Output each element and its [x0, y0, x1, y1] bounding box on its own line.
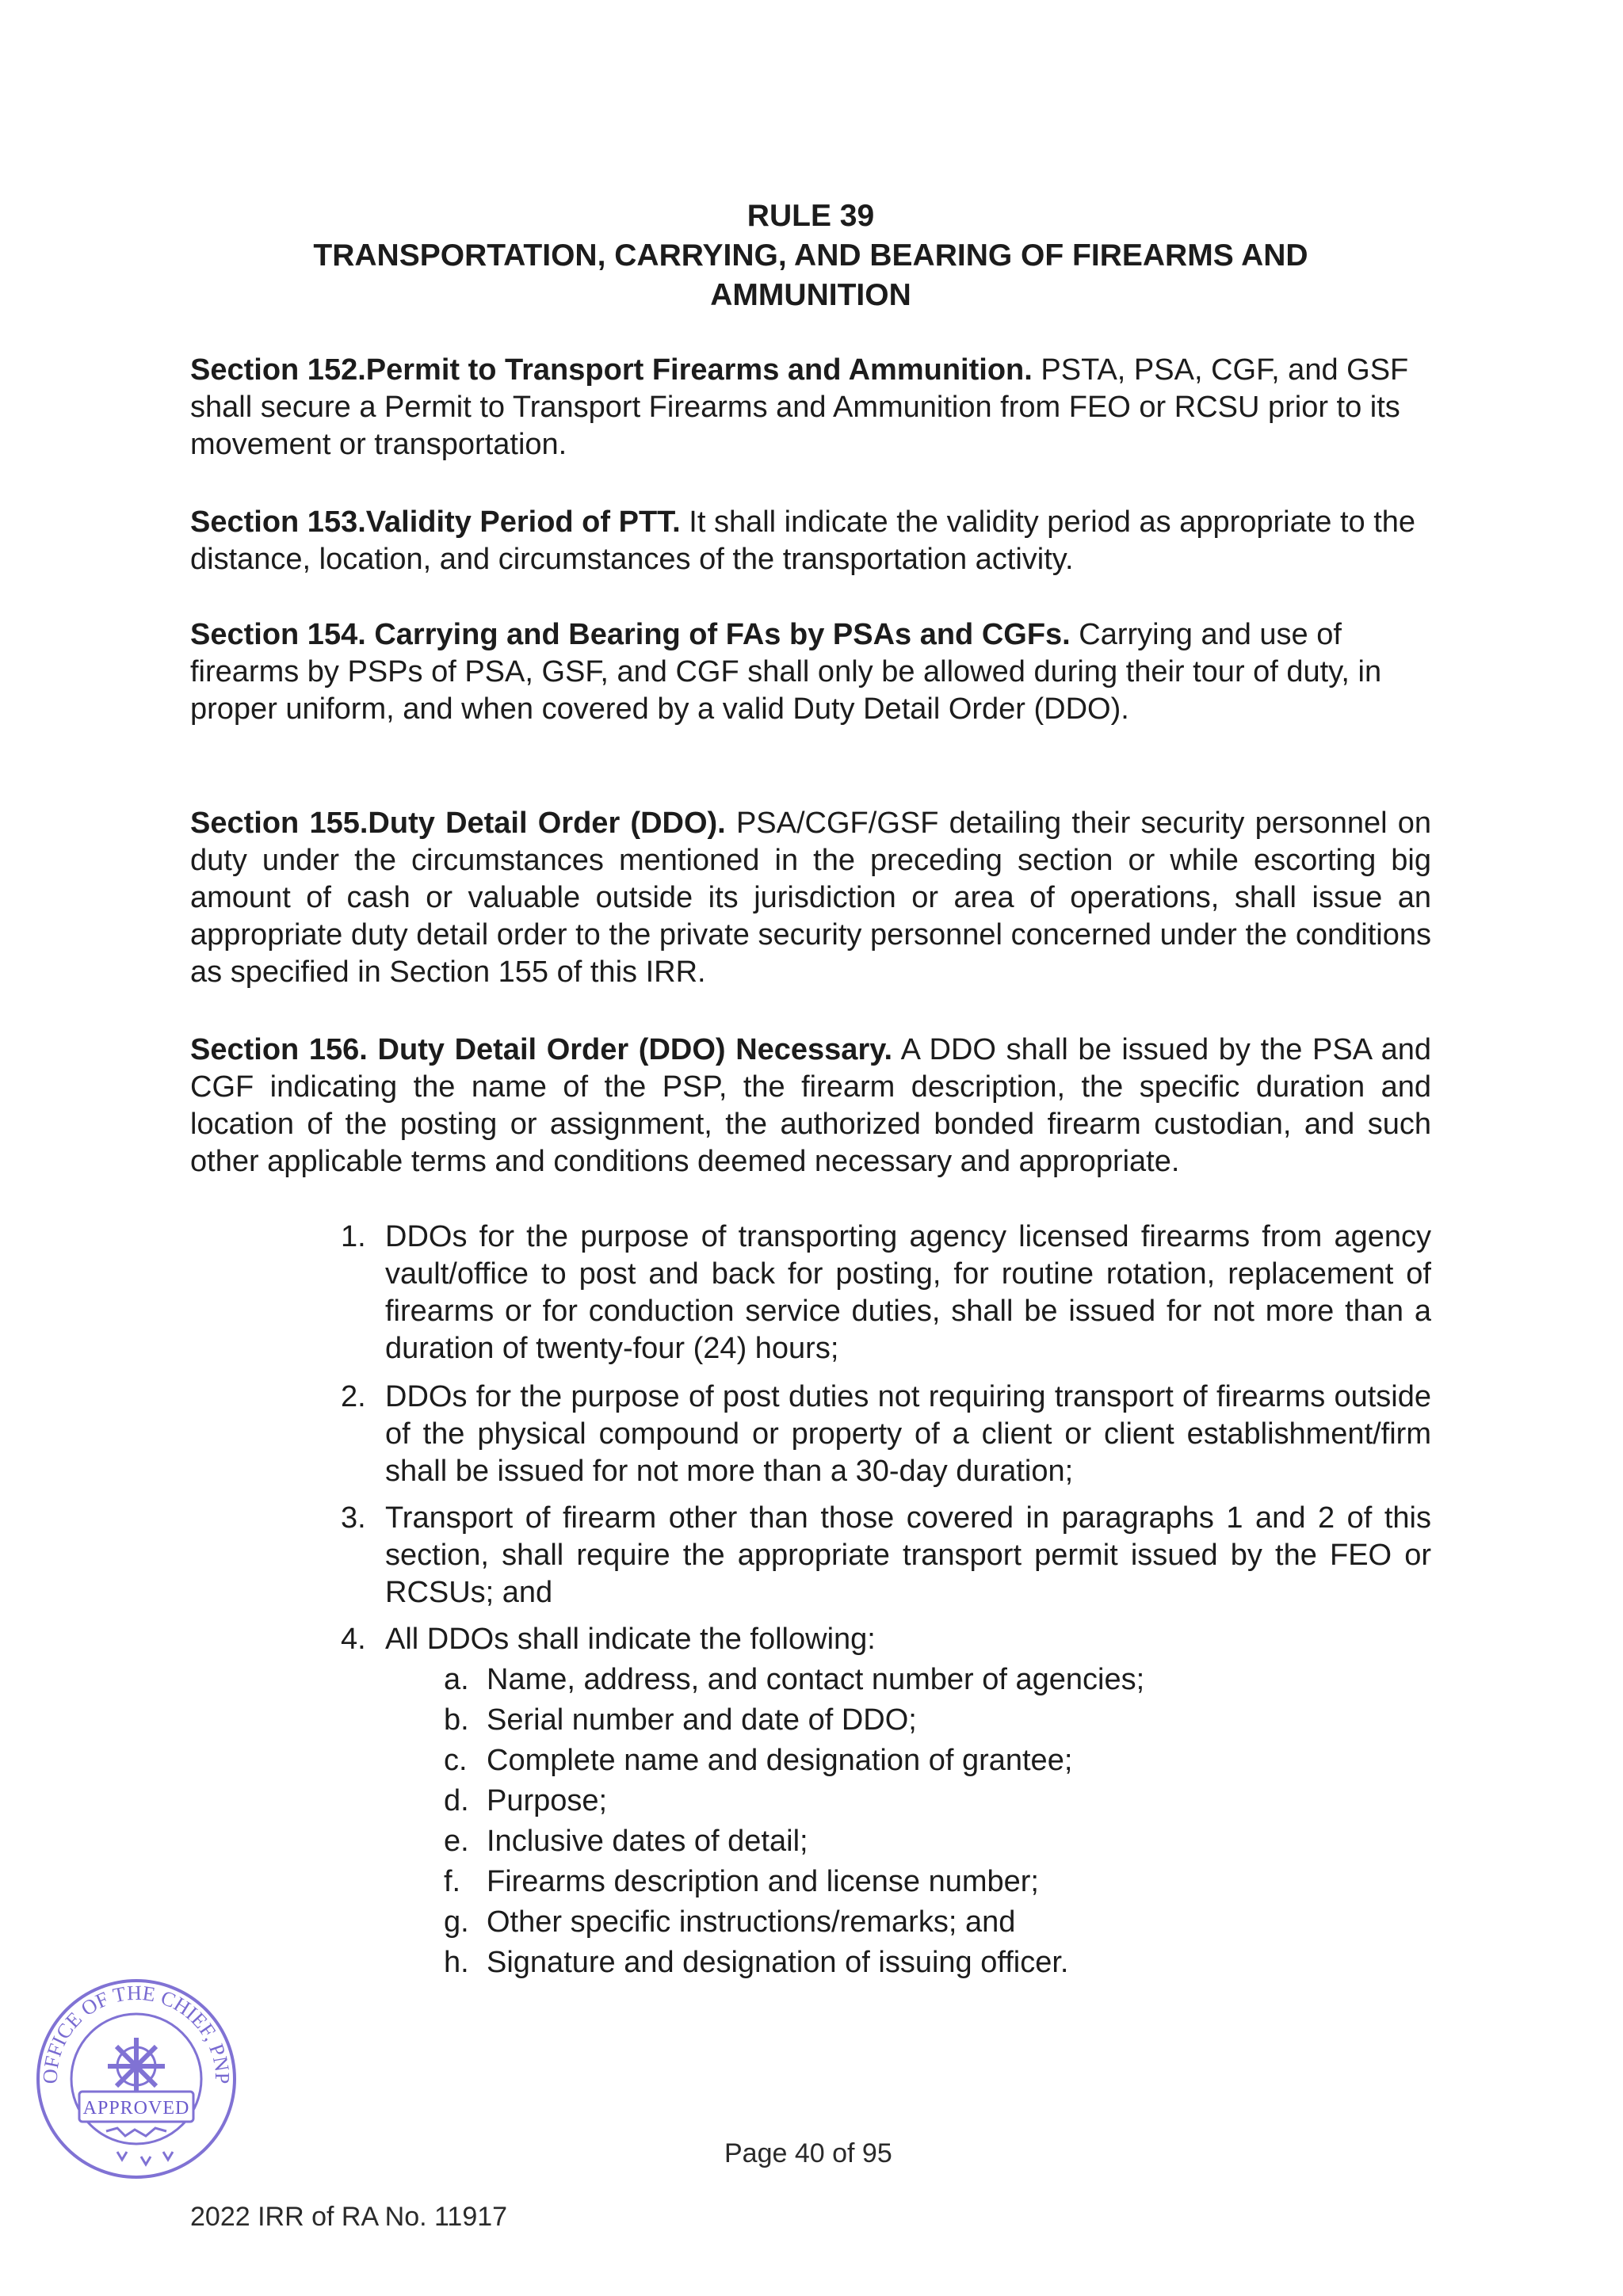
section-154-body: Carrying and use of firearms by PSPs of PSA, GSF, and CGF shall only be allowed during their tour of duty, in proper uniform, and when covered by a valid Duty Detail Order (DDO).: [190, 618, 1382, 726]
section-153-label: Section 153.: [190, 505, 366, 539]
list-item-2: [341, 1379, 1431, 1490]
list-item-3-text: Transport of firearm other than those covered in paragraphs 1 and 2 of this section, shall require the appropriate transport permit issued by the FEO or RCSUs; and: [385, 1501, 1431, 1609]
sub-item-c-text: Complete name and designation of grantee;: [487, 1744, 1073, 1777]
sub-item-b-letter: b.: [444, 1703, 469, 1737]
sub-item-g: [444, 1904, 1395, 1941]
sub-item-b-text: Serial number and date of DDO;: [487, 1703, 917, 1737]
section-154-label: Section 154.: [190, 618, 366, 651]
document-reference: 2022 IRR of RA No. 11917: [190, 2202, 508, 2232]
sub-item-f: [444, 1863, 1395, 1901]
sub-item-h-letter: h.: [444, 1946, 469, 1979]
seal-approved-text: APPROVED: [82, 2098, 190, 2119]
section-155: [190, 805, 1431, 991]
section-153-body: It shall indicate the validity period as appropriate to the distance, location, and circumstances of the transportation activity.: [190, 505, 1416, 576]
section-152-title: Permit to Transport Firearms and Ammunition.: [365, 353, 1033, 387]
section-156-label: Section 156.: [190, 1033, 368, 1066]
rule-heading: [190, 196, 1431, 315]
sub-item-e-text: Inclusive dates of detail;: [487, 1825, 808, 1858]
section-155-title: Duty Detail Order (DDO).: [368, 807, 726, 840]
list-item-4-text: All DDOs shall indicate the following:: [385, 1623, 876, 1656]
section-152-body: PSTA, PSA, CGF, and GSF shall secure a Permit to Transport Firearms and Ammunition from FEO or RCSU prior to its movement or transportation.: [190, 353, 1409, 461]
sub-item-h-text: Signature and designation of issuing officer.: [487, 1946, 1069, 1979]
sub-item-c: [444, 1742, 1395, 1779]
section-152: [190, 352, 1431, 463]
sub-item-f-text: Firearms description and license number;: [487, 1865, 1039, 1898]
rule-number: RULE 39: [747, 199, 875, 233]
section-154-title: Carrying and Bearing of FAs by PSAs and CGFs.: [374, 618, 1071, 651]
sub-item-a-text: Name, address, and contact number of agencies;: [487, 1663, 1145, 1696]
list-item-1-number: 1.: [341, 1220, 366, 1253]
sub-item-h: [444, 1944, 1395, 1981]
list-item-2-text: DDOs for the purpose of post duties not requiring transport of firearms outside of the physical compound or property of a client or client establishment/firm shall be issued for not more than a 30-day duration;: [385, 1380, 1431, 1488]
list-item-3: [341, 1500, 1431, 1611]
approved-seal-stamp: [30, 1973, 242, 2185]
section-156: [190, 1032, 1431, 1180]
sub-item-d-text: Purpose;: [487, 1784, 608, 1817]
list-item-1: [341, 1219, 1431, 1367]
section-153-title: Validity Period of PTT.: [365, 505, 681, 539]
list-item-2-number: 2.: [341, 1380, 366, 1413]
section-156-title: Duty Detail Order (DDO) Necessary.: [377, 1033, 893, 1066]
sub-item-g-letter: g.: [444, 1905, 469, 1939]
section-152-label: Section 152.: [190, 353, 366, 387]
list-item-3-number: 3.: [341, 1501, 366, 1535]
section-155-body: PSA/CGF/GSF detailing their security personnel on duty under the circumstances mentioned in the preceding section or while escorting big amount of cash or valuable outside its jurisdiction or area of operations, shall issue an appropriate duty detail order to the private security personnel concerned under the conditions as specified in Section 155 of this IRR.: [190, 807, 1432, 989]
sub-item-d: [444, 1783, 1395, 1820]
section-155-label: Section 155.: [190, 807, 369, 840]
sub-item-e-letter: e.: [444, 1825, 469, 1858]
section-154: [190, 616, 1431, 728]
seal-ring-text: OFFICE OF THE CHIEF, PNP: [38, 1981, 235, 2084]
sub-item-e: [444, 1823, 1395, 1860]
list-item-4-number: 4.: [341, 1623, 366, 1656]
list-item-1-text: DDOs for the purpose of transporting agency licensed firearms from agency vault/office to post and back for posting, for routine rotation, replacement of firearms or for conduction service duties, shall be issued for not more than a duration of twenty-four (24) hours;: [385, 1220, 1431, 1365]
page-number: Page 40 of 95: [724, 2138, 892, 2168]
sub-item-g-text: Other specific instructions/remarks; and: [487, 1905, 1016, 1939]
section-153: [190, 504, 1431, 578]
list-item-4: [341, 1621, 1431, 1658]
sub-item-f-letter: f.: [444, 1865, 461, 1898]
section-156-body: A DDO shall be issued by the PSA and CGF indicating the name of the PSP, the firearm description, the specific duration and location of the posting or assignment, the authorized bonded firearm custodian, and such other applicable terms and conditions deemed necessary and appropriate.: [190, 1033, 1432, 1178]
rule-title-line-1: TRANSPORTATION, CARRYING, AND BEARING OF FIREARMS AND: [313, 238, 1308, 273]
sub-item-c-letter: c.: [444, 1744, 468, 1777]
rule-title-line-2: AMMUNITION: [710, 278, 911, 312]
sub-item-a: [444, 1661, 1395, 1699]
sub-item-b: [444, 1702, 1395, 1739]
sub-item-a-letter: a.: [444, 1663, 469, 1696]
sub-item-d-letter: d.: [444, 1784, 469, 1817]
